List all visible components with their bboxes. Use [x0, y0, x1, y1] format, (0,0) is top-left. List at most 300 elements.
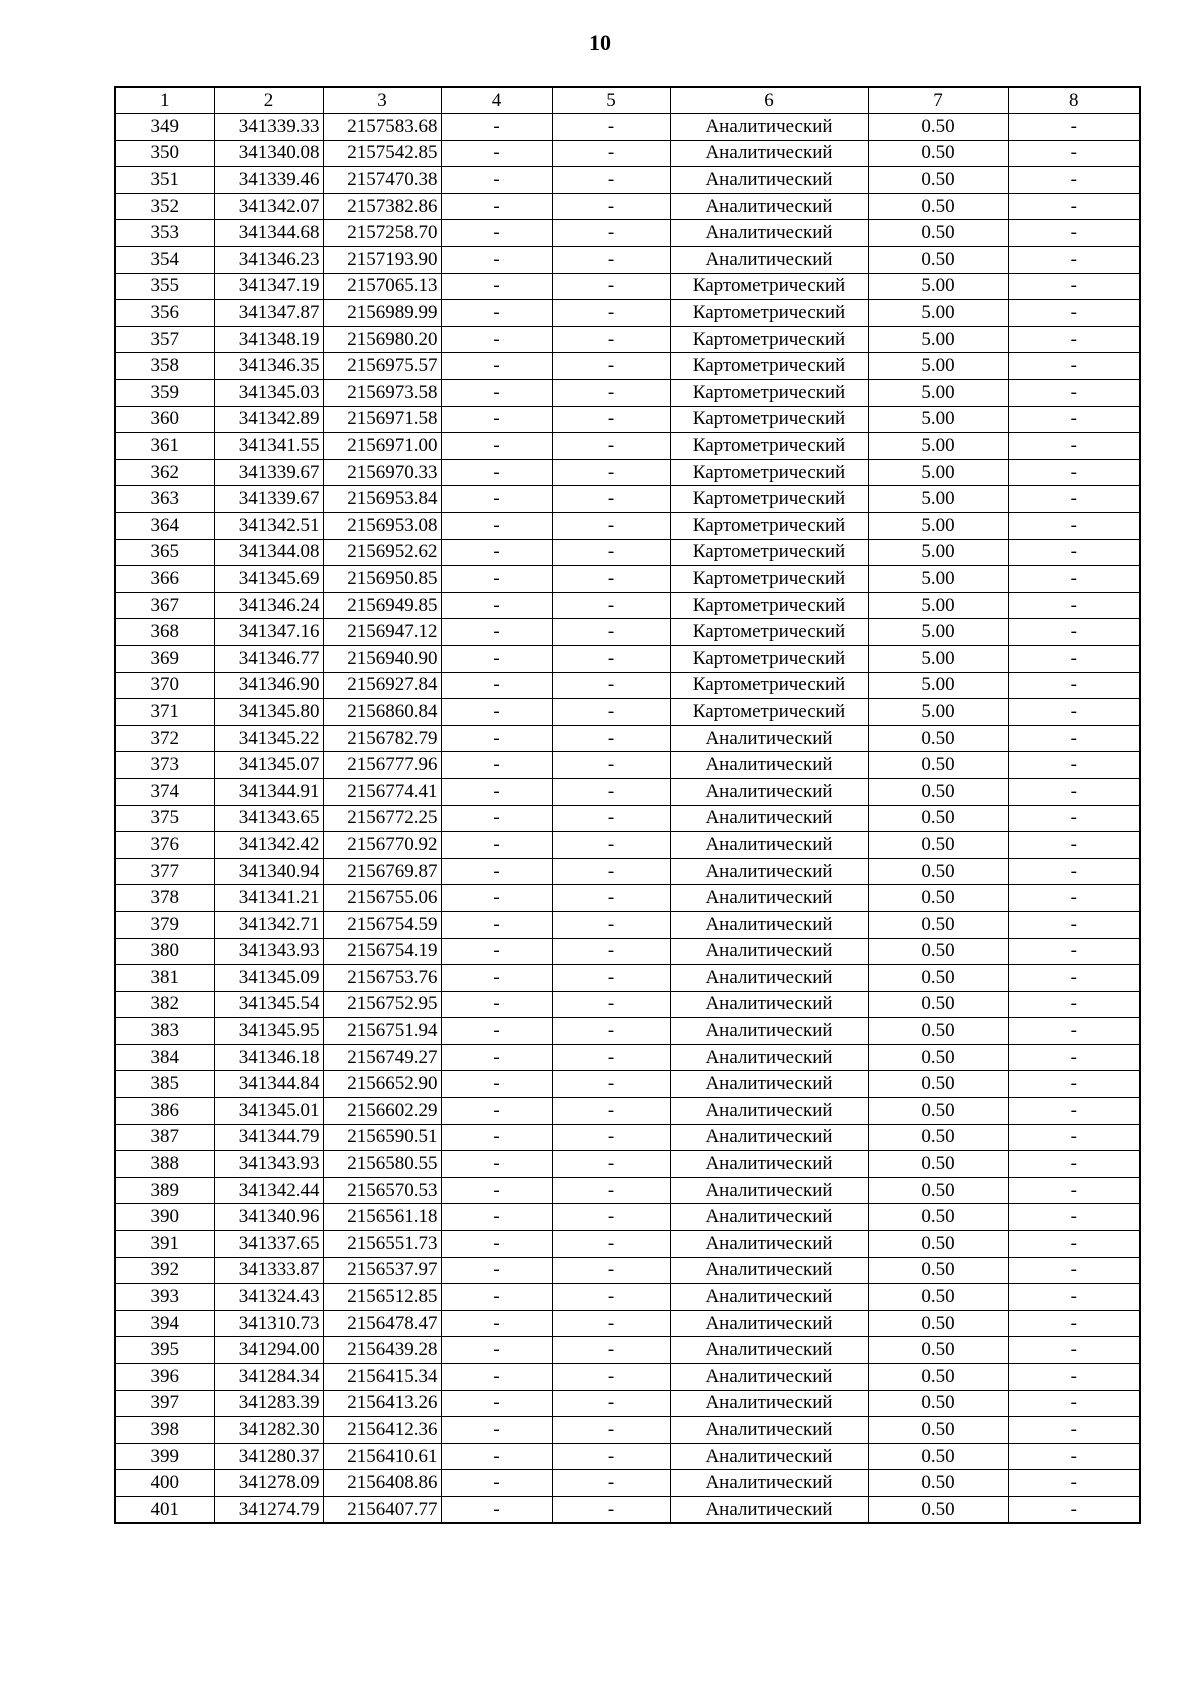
column-8-cell: - — [1008, 991, 1140, 1018]
column-5-cell: - — [552, 1124, 670, 1151]
method-cell: Картометрический — [670, 513, 868, 540]
x-coordinate-cell: 341347.16 — [214, 619, 323, 646]
accuracy-cell: 5.00 — [868, 539, 1008, 566]
column-4-cell: - — [441, 1390, 552, 1417]
method-cell: Аналитический — [670, 858, 868, 885]
method-cell: Аналитический — [670, 1231, 868, 1258]
point-number-cell: 368 — [115, 619, 214, 646]
column-8-cell: - — [1008, 699, 1140, 726]
point-number-cell: 349 — [115, 114, 214, 141]
point-number-cell: 385 — [115, 1071, 214, 1098]
x-coordinate-cell: 341345.22 — [214, 725, 323, 752]
table-row — [115, 645, 1140, 672]
table-row — [115, 1417, 1140, 1444]
table-row — [115, 300, 1140, 327]
x-coordinate-cell: 341345.95 — [214, 1018, 323, 1045]
column-8-cell: - — [1008, 805, 1140, 832]
method-cell: Аналитический — [670, 1284, 868, 1311]
x-coordinate-cell: 341344.68 — [214, 220, 323, 247]
column-8-cell: - — [1008, 911, 1140, 938]
x-coordinate-cell: 341345.01 — [214, 1098, 323, 1125]
column-5-cell: - — [552, 965, 670, 992]
column-5-cell: - — [552, 566, 670, 593]
column-4-cell: - — [441, 380, 552, 407]
x-coordinate-cell: 341339.46 — [214, 167, 323, 194]
method-cell: Картометрический — [670, 592, 868, 619]
column-8-cell: - — [1008, 1470, 1140, 1497]
column-8-cell: - — [1008, 433, 1140, 460]
accuracy-cell: 0.50 — [868, 1071, 1008, 1098]
column-header: 5 — [552, 87, 670, 114]
accuracy-cell: 0.50 — [868, 1044, 1008, 1071]
table-row — [115, 858, 1140, 885]
y-coordinate-cell: 2156970.33 — [323, 459, 441, 486]
column-8-cell: - — [1008, 114, 1140, 141]
table-row — [115, 832, 1140, 859]
accuracy-cell: 0.50 — [868, 1337, 1008, 1364]
column-8-cell: - — [1008, 778, 1140, 805]
column-8-cell: - — [1008, 965, 1140, 992]
accuracy-cell: 0.50 — [868, 885, 1008, 912]
method-cell: Картометрический — [670, 300, 868, 327]
accuracy-cell: 5.00 — [868, 300, 1008, 327]
y-coordinate-cell: 2156949.85 — [323, 592, 441, 619]
column-8-cell: - — [1008, 380, 1140, 407]
column-4-cell: - — [441, 459, 552, 486]
accuracy-cell: 0.50 — [868, 1018, 1008, 1045]
column-4-cell: - — [441, 1231, 552, 1258]
x-coordinate-cell: 341340.96 — [214, 1204, 323, 1231]
x-coordinate-cell: 341343.65 — [214, 805, 323, 832]
table-row — [115, 752, 1140, 779]
column-4-cell: - — [441, 539, 552, 566]
column-5-cell: - — [552, 752, 670, 779]
y-coordinate-cell: 2156652.90 — [323, 1071, 441, 1098]
x-coordinate-cell: 341310.73 — [214, 1310, 323, 1337]
y-coordinate-cell: 2156753.76 — [323, 965, 441, 992]
x-coordinate-cell: 341342.44 — [214, 1177, 323, 1204]
x-coordinate-cell: 341347.19 — [214, 273, 323, 300]
method-cell: Картометрический — [670, 486, 868, 513]
column-4-cell: - — [441, 805, 552, 832]
method-cell: Аналитический — [670, 1257, 868, 1284]
column-5-cell: - — [552, 326, 670, 353]
x-coordinate-cell: 341340.94 — [214, 858, 323, 885]
method-cell: Картометрический — [670, 326, 868, 353]
table-row — [115, 220, 1140, 247]
method-cell: Аналитический — [670, 1204, 868, 1231]
y-coordinate-cell: 2156537.97 — [323, 1257, 441, 1284]
table-row — [115, 273, 1140, 300]
column-4-cell: - — [441, 1098, 552, 1125]
point-number-cell: 400 — [115, 1470, 214, 1497]
accuracy-cell: 0.50 — [868, 140, 1008, 167]
point-number-cell: 360 — [115, 406, 214, 433]
column-5-cell: - — [552, 1257, 670, 1284]
column-5-cell: - — [552, 938, 670, 965]
y-coordinate-cell: 2156439.28 — [323, 1337, 441, 1364]
y-coordinate-cell: 2156412.36 — [323, 1417, 441, 1444]
column-4-cell: - — [441, 832, 552, 859]
column-5-cell: - — [552, 193, 670, 220]
point-number-cell: 372 — [115, 725, 214, 752]
method-cell: Аналитический — [670, 965, 868, 992]
method-cell: Аналитический — [670, 1443, 868, 1470]
column-5-cell: - — [552, 273, 670, 300]
column-5-cell: - — [552, 885, 670, 912]
method-cell: Картометрический — [670, 539, 868, 566]
accuracy-cell: 0.50 — [868, 1177, 1008, 1204]
column-4-cell: - — [441, 911, 552, 938]
accuracy-cell: 5.00 — [868, 699, 1008, 726]
method-cell: Аналитический — [670, 1390, 868, 1417]
x-coordinate-cell: 341342.71 — [214, 911, 323, 938]
column-header: 2 — [214, 87, 323, 114]
column-8-cell: - — [1008, 1337, 1140, 1364]
method-cell: Картометрический — [670, 380, 868, 407]
y-coordinate-cell: 2157470.38 — [323, 167, 441, 194]
column-header: 3 — [323, 87, 441, 114]
x-coordinate-cell: 341344.08 — [214, 539, 323, 566]
y-coordinate-cell: 2156413.26 — [323, 1390, 441, 1417]
x-coordinate-cell: 341324.43 — [214, 1284, 323, 1311]
column-4-cell: - — [441, 1417, 552, 1444]
column-8-cell: - — [1008, 326, 1140, 353]
x-coordinate-cell: 341333.87 — [214, 1257, 323, 1284]
method-cell: Аналитический — [670, 1310, 868, 1337]
y-coordinate-cell: 2156774.41 — [323, 778, 441, 805]
accuracy-cell: 0.50 — [868, 220, 1008, 247]
column-4-cell: - — [441, 1443, 552, 1470]
y-coordinate-cell: 2156754.19 — [323, 938, 441, 965]
table-row — [115, 353, 1140, 380]
point-number-cell: 358 — [115, 353, 214, 380]
column-8-cell: - — [1008, 1364, 1140, 1391]
column-8-cell: - — [1008, 273, 1140, 300]
x-coordinate-cell: 341282.30 — [214, 1417, 323, 1444]
column-4-cell: - — [441, 273, 552, 300]
x-coordinate-cell: 341341.55 — [214, 433, 323, 460]
y-coordinate-cell: 2156947.12 — [323, 619, 441, 646]
column-5-cell: - — [552, 1310, 670, 1337]
column-5-cell: - — [552, 1071, 670, 1098]
column-8-cell: - — [1008, 725, 1140, 752]
y-coordinate-cell: 2156590.51 — [323, 1124, 441, 1151]
point-number-cell: 362 — [115, 459, 214, 486]
x-coordinate-cell: 341347.87 — [214, 300, 323, 327]
x-coordinate-cell: 341339.33 — [214, 114, 323, 141]
method-cell: Аналитический — [670, 938, 868, 965]
y-coordinate-cell: 2156754.59 — [323, 911, 441, 938]
x-coordinate-cell: 341283.39 — [214, 1390, 323, 1417]
point-number-cell: 377 — [115, 858, 214, 885]
y-coordinate-cell: 2157542.85 — [323, 140, 441, 167]
method-cell: Аналитический — [670, 752, 868, 779]
column-header: 8 — [1008, 87, 1140, 114]
table-row — [115, 380, 1140, 407]
table-row — [115, 1257, 1140, 1284]
column-8-cell: - — [1008, 220, 1140, 247]
column-4-cell: - — [441, 699, 552, 726]
method-cell: Аналитический — [670, 1151, 868, 1178]
column-5-cell: - — [552, 1337, 670, 1364]
x-coordinate-cell: 341339.67 — [214, 459, 323, 486]
table-row — [115, 1337, 1140, 1364]
point-number-cell: 375 — [115, 805, 214, 832]
column-4-cell: - — [441, 513, 552, 540]
method-cell: Картометрический — [670, 353, 868, 380]
accuracy-cell: 5.00 — [868, 566, 1008, 593]
point-number-cell: 397 — [115, 1390, 214, 1417]
point-number-cell: 354 — [115, 247, 214, 274]
y-coordinate-cell: 2157065.13 — [323, 273, 441, 300]
x-coordinate-cell: 341346.35 — [214, 353, 323, 380]
column-4-cell: - — [441, 353, 552, 380]
x-coordinate-cell: 341343.93 — [214, 938, 323, 965]
column-5-cell: - — [552, 1364, 670, 1391]
table-row — [115, 699, 1140, 726]
column-5-cell: - — [552, 1044, 670, 1071]
accuracy-cell: 0.50 — [868, 725, 1008, 752]
accuracy-cell: 0.50 — [868, 1443, 1008, 1470]
accuracy-cell: 5.00 — [868, 592, 1008, 619]
point-number-cell: 387 — [115, 1124, 214, 1151]
accuracy-cell: 0.50 — [868, 991, 1008, 1018]
point-number-cell: 365 — [115, 539, 214, 566]
y-coordinate-cell: 2157382.86 — [323, 193, 441, 220]
y-coordinate-cell: 2156751.94 — [323, 1018, 441, 1045]
x-coordinate-cell: 341345.54 — [214, 991, 323, 1018]
y-coordinate-cell: 2156580.55 — [323, 1151, 441, 1178]
y-coordinate-cell: 2156952.62 — [323, 539, 441, 566]
y-coordinate-cell: 2156561.18 — [323, 1204, 441, 1231]
point-number-cell: 363 — [115, 486, 214, 513]
accuracy-cell: 0.50 — [868, 1257, 1008, 1284]
column-4-cell: - — [441, 1284, 552, 1311]
column-header: 1 — [115, 87, 214, 114]
table-row — [115, 938, 1140, 965]
table-row — [115, 140, 1140, 167]
column-4-cell: - — [441, 645, 552, 672]
accuracy-cell: 5.00 — [868, 326, 1008, 353]
point-number-cell: 367 — [115, 592, 214, 619]
y-coordinate-cell: 2156772.25 — [323, 805, 441, 832]
column-8-cell: - — [1008, 619, 1140, 646]
column-5-cell: - — [552, 1390, 670, 1417]
column-4-cell: - — [441, 1018, 552, 1045]
accuracy-cell: 5.00 — [868, 406, 1008, 433]
table-row — [115, 566, 1140, 593]
column-5-cell: - — [552, 247, 670, 274]
point-number-cell: 374 — [115, 778, 214, 805]
column-8-cell: - — [1008, 645, 1140, 672]
y-coordinate-cell: 2156971.00 — [323, 433, 441, 460]
accuracy-cell: 5.00 — [868, 273, 1008, 300]
accuracy-cell: 5.00 — [868, 380, 1008, 407]
table-row — [115, 1177, 1140, 1204]
y-coordinate-cell: 2156407.77 — [323, 1496, 441, 1523]
x-coordinate-cell: 341344.84 — [214, 1071, 323, 1098]
column-4-cell: - — [441, 220, 552, 247]
column-5-cell: - — [552, 1417, 670, 1444]
x-coordinate-cell: 341345.69 — [214, 566, 323, 593]
table-row — [115, 965, 1140, 992]
column-5-cell: - — [552, 1284, 670, 1311]
table-row — [115, 1204, 1140, 1231]
accuracy-cell: 0.50 — [868, 832, 1008, 859]
point-number-cell: 380 — [115, 938, 214, 965]
accuracy-cell: 0.50 — [868, 938, 1008, 965]
table-row — [115, 1098, 1140, 1125]
accuracy-cell: 0.50 — [868, 247, 1008, 274]
y-coordinate-cell: 2156940.90 — [323, 645, 441, 672]
table-row — [115, 433, 1140, 460]
method-cell: Аналитический — [670, 140, 868, 167]
point-number-cell: 393 — [115, 1284, 214, 1311]
column-8-cell: - — [1008, 1390, 1140, 1417]
column-8-cell: - — [1008, 193, 1140, 220]
column-8-cell: - — [1008, 140, 1140, 167]
column-8-cell: - — [1008, 566, 1140, 593]
column-8-cell: - — [1008, 1177, 1140, 1204]
table-row — [115, 1284, 1140, 1311]
column-4-cell: - — [441, 193, 552, 220]
table-row — [115, 114, 1140, 141]
column-5-cell: - — [552, 991, 670, 1018]
table-row — [115, 1231, 1140, 1258]
point-number-cell: 351 — [115, 167, 214, 194]
column-5-cell: - — [552, 832, 670, 859]
accuracy-cell: 0.50 — [868, 805, 1008, 832]
column-8-cell: - — [1008, 1496, 1140, 1523]
method-cell: Аналитический — [670, 885, 868, 912]
point-number-cell: 379 — [115, 911, 214, 938]
point-number-cell: 350 — [115, 140, 214, 167]
column-8-cell: - — [1008, 406, 1140, 433]
column-5-cell: - — [552, 1018, 670, 1045]
column-8-cell: - — [1008, 486, 1140, 513]
method-cell: Картометрический — [670, 699, 868, 726]
column-4-cell: - — [441, 486, 552, 513]
table-row — [115, 1364, 1140, 1391]
x-coordinate-cell: 341274.79 — [214, 1496, 323, 1523]
y-coordinate-cell: 2156777.96 — [323, 752, 441, 779]
y-coordinate-cell: 2156782.79 — [323, 725, 441, 752]
table-row — [115, 885, 1140, 912]
accuracy-cell: 5.00 — [868, 486, 1008, 513]
method-cell: Картометрический — [670, 459, 868, 486]
table-row — [115, 513, 1140, 540]
method-cell: Аналитический — [670, 1496, 868, 1523]
method-cell: Аналитический — [670, 1364, 868, 1391]
column-4-cell: - — [441, 858, 552, 885]
y-coordinate-cell: 2156551.73 — [323, 1231, 441, 1258]
y-coordinate-cell: 2156769.87 — [323, 858, 441, 885]
table-row — [115, 991, 1140, 1018]
column-8-cell: - — [1008, 539, 1140, 566]
column-8-cell: - — [1008, 885, 1140, 912]
column-8-cell: - — [1008, 1231, 1140, 1258]
point-number-cell: 383 — [115, 1018, 214, 1045]
table-row — [115, 247, 1140, 274]
column-5-cell: - — [552, 1177, 670, 1204]
y-coordinate-cell: 2156973.58 — [323, 380, 441, 407]
column-4-cell: - — [441, 1151, 552, 1178]
column-5-cell: - — [552, 300, 670, 327]
column-4-cell: - — [441, 672, 552, 699]
point-number-cell: 369 — [115, 645, 214, 672]
column-5-cell: - — [552, 486, 670, 513]
column-4-cell: - — [441, 752, 552, 779]
column-4-cell: - — [441, 778, 552, 805]
column-8-cell: - — [1008, 1417, 1140, 1444]
method-cell: Аналитический — [670, 1417, 868, 1444]
column-4-cell: - — [441, 725, 552, 752]
x-coordinate-cell: 341280.37 — [214, 1443, 323, 1470]
column-5-cell: - — [552, 140, 670, 167]
method-cell: Аналитический — [670, 247, 868, 274]
point-number-cell: 398 — [115, 1417, 214, 1444]
column-5-cell: - — [552, 858, 670, 885]
column-8-cell: - — [1008, 1071, 1140, 1098]
column-4-cell: - — [441, 326, 552, 353]
column-4-cell: - — [441, 885, 552, 912]
method-cell: Картометрический — [670, 619, 868, 646]
column-header: 4 — [441, 87, 552, 114]
y-coordinate-cell: 2156752.95 — [323, 991, 441, 1018]
column-4-cell: - — [441, 1071, 552, 1098]
column-5-cell: - — [552, 220, 670, 247]
accuracy-cell: 0.50 — [868, 1417, 1008, 1444]
method-cell: Картометрический — [670, 273, 868, 300]
column-8-cell: - — [1008, 459, 1140, 486]
point-number-cell: 353 — [115, 220, 214, 247]
y-coordinate-cell: 2157583.68 — [323, 114, 441, 141]
method-cell: Картометрический — [670, 566, 868, 593]
method-cell: Аналитический — [670, 1044, 868, 1071]
table-row — [115, 1151, 1140, 1178]
accuracy-cell: 0.50 — [868, 1284, 1008, 1311]
x-coordinate-cell: 341284.34 — [214, 1364, 323, 1391]
table-row — [115, 326, 1140, 353]
column-5-cell: - — [552, 380, 670, 407]
accuracy-cell: 0.50 — [868, 778, 1008, 805]
method-cell: Аналитический — [670, 1470, 868, 1497]
column-4-cell: - — [441, 1337, 552, 1364]
y-coordinate-cell: 2156953.84 — [323, 486, 441, 513]
accuracy-cell: 0.50 — [868, 1364, 1008, 1391]
column-4-cell: - — [441, 1470, 552, 1497]
method-cell: Картометрический — [670, 672, 868, 699]
table-row — [115, 1018, 1140, 1045]
column-8-cell: - — [1008, 300, 1140, 327]
column-8-cell: - — [1008, 1310, 1140, 1337]
coordinates-table — [114, 86, 1141, 1524]
column-5-cell: - — [552, 1443, 670, 1470]
table-row — [115, 486, 1140, 513]
table-row — [115, 1470, 1140, 1497]
column-8-cell: - — [1008, 1018, 1140, 1045]
y-coordinate-cell: 2156749.27 — [323, 1044, 441, 1071]
table-row — [115, 167, 1140, 194]
accuracy-cell: 5.00 — [868, 672, 1008, 699]
y-coordinate-cell: 2156989.99 — [323, 300, 441, 327]
y-coordinate-cell: 2156770.92 — [323, 832, 441, 859]
table-row — [115, 459, 1140, 486]
x-coordinate-cell: 341342.51 — [214, 513, 323, 540]
x-coordinate-cell: 341348.19 — [214, 326, 323, 353]
table-row — [115, 592, 1140, 619]
